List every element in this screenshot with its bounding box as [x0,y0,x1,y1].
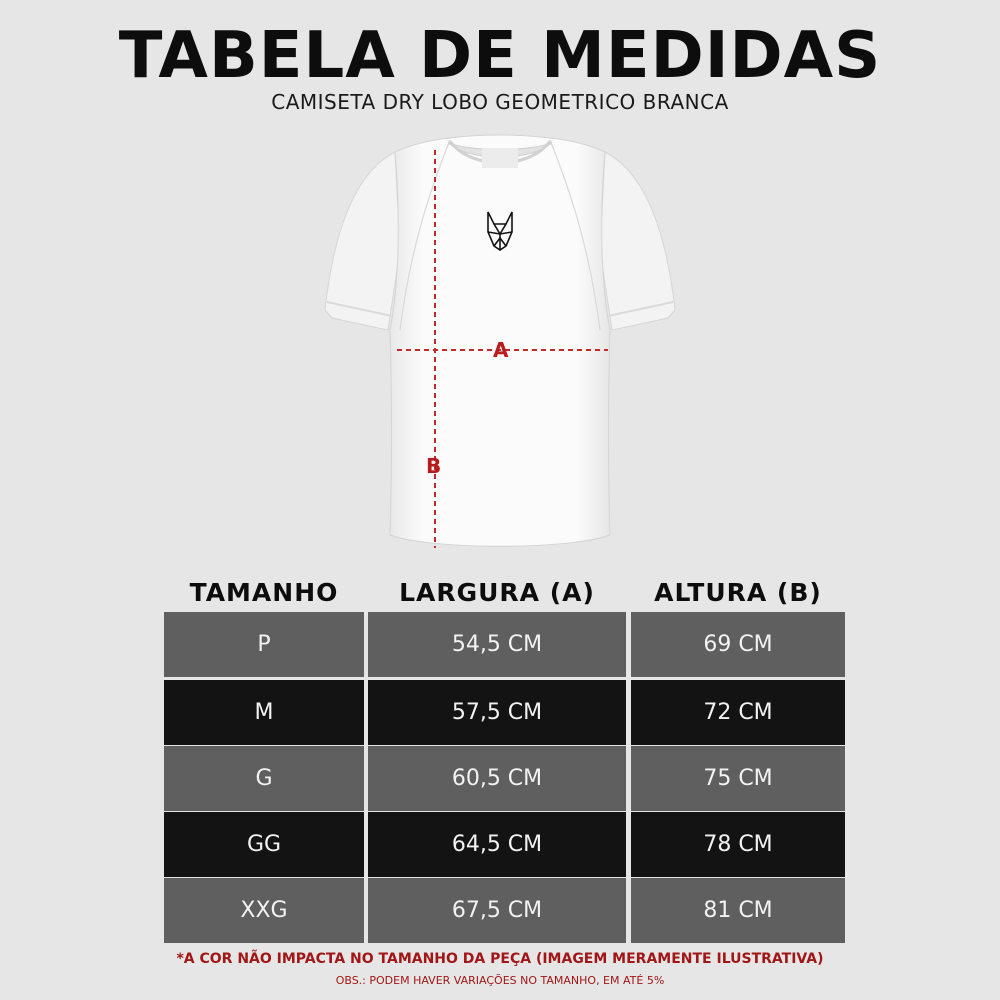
height-cell: 75 CM [631,746,845,811]
product-name: CAMISETA DRY LOBO GEOMETRICO BRANCA [271,90,729,114]
size-cell: GG [164,812,364,877]
width-cell: 67,5 CM [368,878,626,943]
size-cell: G [164,746,364,811]
header-size: TAMANHO [189,578,339,607]
size-cell: M [164,680,364,745]
header-width: LARGURA (A) [399,578,595,607]
height-cell: 69 CM [631,612,845,677]
size-cell: P [164,612,364,677]
width-cell: 64,5 CM [368,812,626,877]
size-cell: XXG [164,878,364,943]
page-title: TABELA DE MEDIDAS [118,19,882,93]
header-height: ALTURA (B) [654,578,822,607]
measure-label-b: B [426,454,442,478]
color-disclaimer: *A COR NÃO IMPACTA NO TAMANHO DA PEÇA (IMAGEM MERAMENTE ILUSTRATIVA) [176,951,824,967]
height-cell: 81 CM [631,878,845,943]
width-cell: 54,5 CM [368,612,626,677]
height-cell: 78 CM [631,812,845,877]
variation-note: OBS.: PODEM HAVER VARIAÇÕES NO TAMANHO, EM ATÉ 5% [335,974,665,987]
height-cell: 72 CM [631,680,845,745]
width-cell: 60,5 CM [368,746,626,811]
width-cell: 57,5 CM [368,680,626,745]
measure-label-a: A [493,338,509,362]
